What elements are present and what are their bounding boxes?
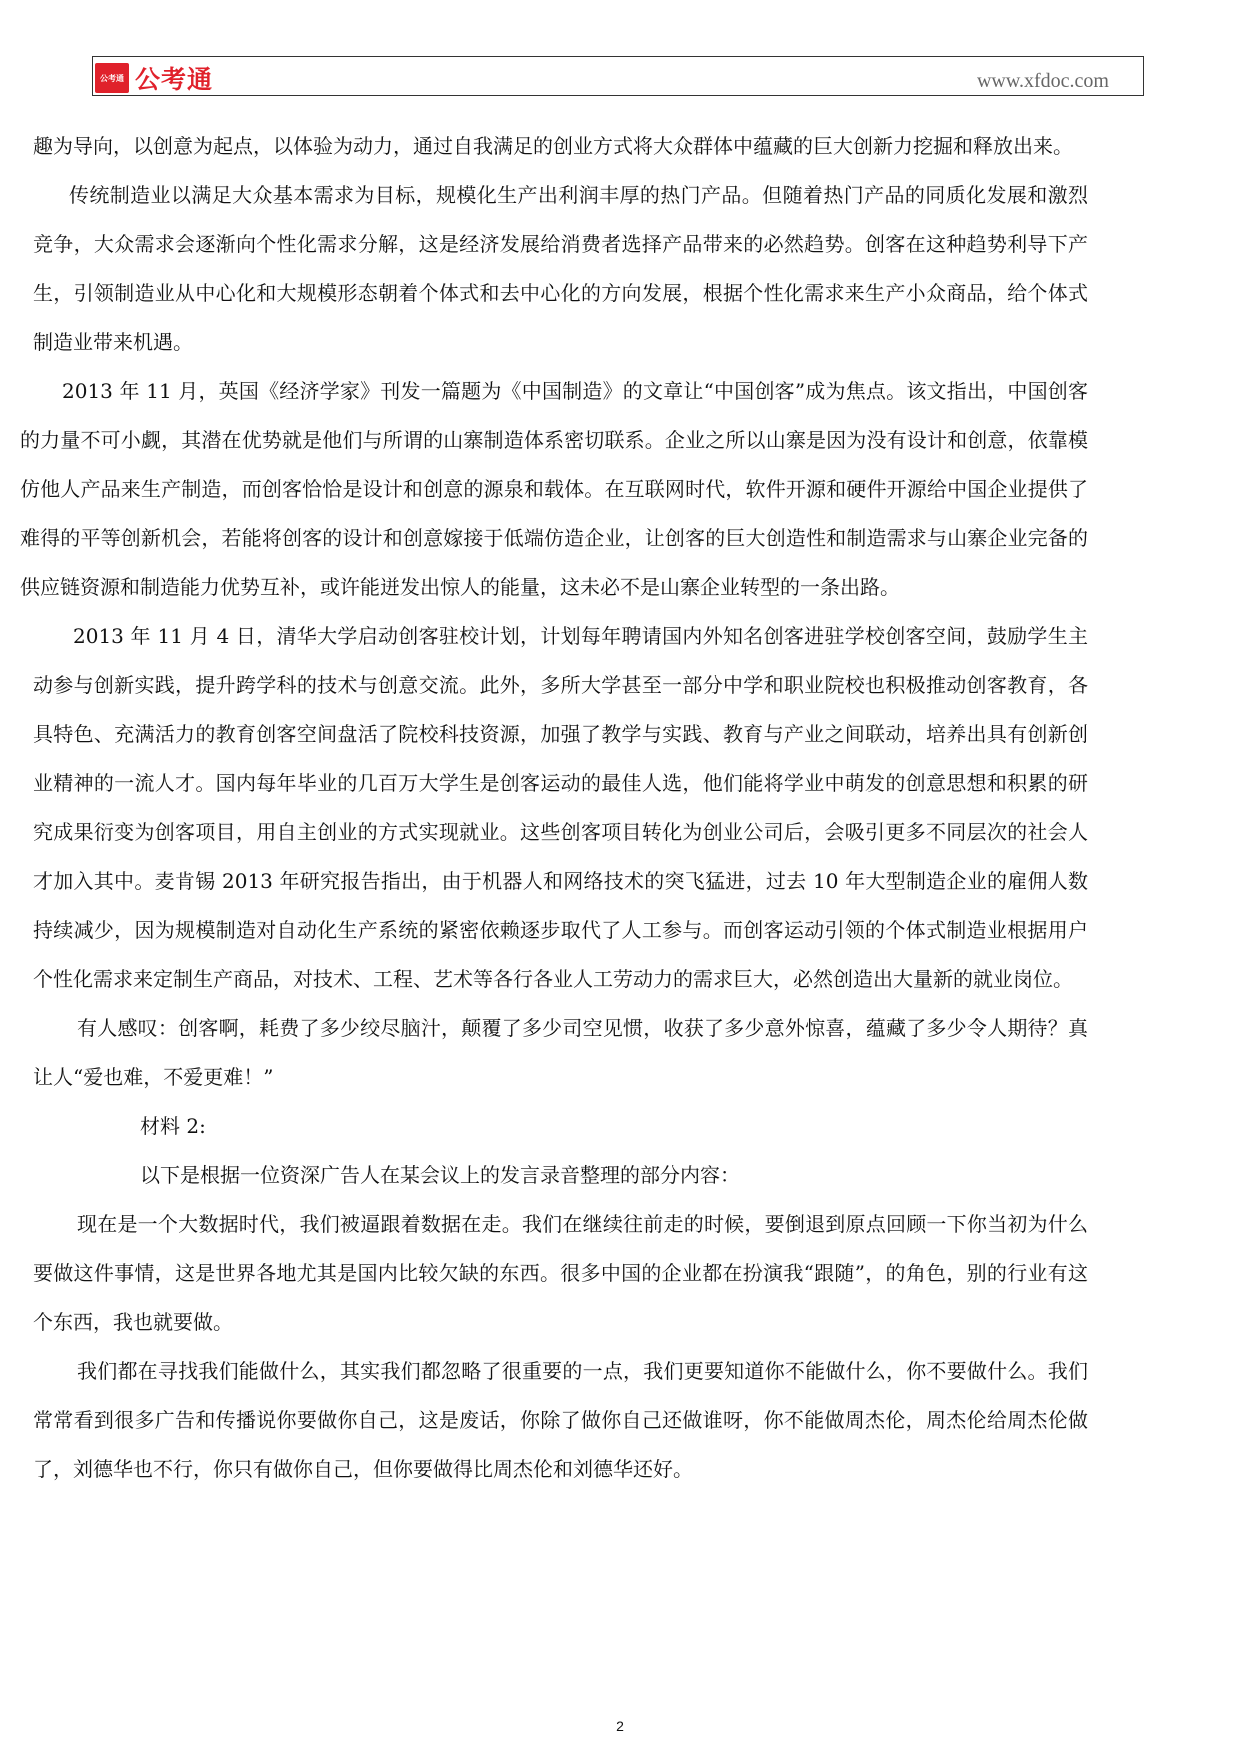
logo — [95, 60, 213, 96]
site-url: www.xfdoc.com — [976, 70, 1109, 92]
paragraph-4: 2013 年 11 月 4 日，清华大学启动创客驻校计划，计划每年聘请国内外知名创客进驻学校创客空间，鼓励学生主动参与创新实践，提升跨学科的技术与创意交流。此外，多所大学甚至一部分中学和职业院校也积极推动创客教育，各具特色、充满活力的教育创客空间盘活了院校科技资源，加强了教学与实践、教育与产业之间联动，培养出具有创新创业精神的一流人才。国内每年毕业的几百万大学生是创客运动的最佳人选，他们能将学业中萌发的创意思想和积累的研究成果衍变为创客项目，用自主创业的方式实现就业。这些创客项目转化为创业公司后，会吸引更多不同层次的社会人才加入其中。麦肯锡 2013 年研究报告指出，由于机器人和网络技术的突飞猛进，过去 10 年大型制造企业的雇佣人数持续减少，因为规模制造对自动化生产系统的紧密依赖逐步取代了人工参与。而创客运动引领的个体式制造业根据用户个性化需求来定制生产商品，对技术、工程、艺术等各行各业人工劳动力的需求巨大，必然创造出大量新的就业岗位。 — [33, 624, 1088, 991]
paragraph-3: 2013 年 11 月，英国《经济学家》刊发一篇题为《中国制造》的文章让“中国创客”成为焦点。该文指出，中国创客的力量不可小觑，其潜在优势就是他们与所谓的山寨制造体系密切联系。企业之所以山寨是因为没有设计和创意，依靠模仿他人产品来生产制造，而创客恰恰是设计和创意的源泉和载体。在互联网时代，软件开源和硬件开源给中国企业提供了难得的平等创新机会，若能将创客的设计和创意嫁接于低端仿造企业，让创客的巨大创造性和制造需求与山寨企业完备的供应链资源和制造能力优势互补，或许能迸发出惊人的能量，这未必不是山寨企业转型的一条出路。 — [20, 379, 1088, 599]
paragraph-6: 以下是根据一位资深广告人在某会议上的发言录音整理的部分内容： — [140, 1163, 740, 1187]
paragraph-8: 我们都在寻找我们能做什么，其实我们都忽略了很重要的一点，我们更要知道你不能做什么，你不要做什么。我们常常看到很多广告和传播说你要做你自己，这是废话，你除了做你自己还做谁呀，你不能做周杰伦，周杰伦给周杰伦做了，刘德华也不行，你只有做你自己，但你要做得比周杰伦和刘德华还好。 — [33, 1359, 1088, 1481]
page-header — [92, 56, 1144, 96]
document-body — [0, 122, 1240, 1494]
logo-badge-icon: 公考通 — [95, 63, 129, 93]
paragraph-7: 现在是一个大数据时代，我们被逼跟着数据在走。我们在继续往前走的时候，要倒退到原点回顾一下你当初为什么要做这件事情，这是世界各地尤其是国内比较欠缺的东西。很多中国的企业都在扮演我“跟随”，的角色，别的行业有这个东西，我也就要做。 — [33, 1212, 1088, 1334]
paragraph-2: 传统制造业以满足大众基本需求为目标，规模化生产出利润丰厚的热门产品。但随着热门产品的同质化发展和激烈竞争，大众需求会逐渐向个性化需求分解，这是经济发展给消费者选择产品带来的必然趋势。创客在这种趋势利导下产生，引领制造业从中心化和大规模形态朝着个体式和去中心化的方向发展，根据个性化需求来生产小众商品，给个体式制造业带来机遇。 — [33, 183, 1088, 354]
paragraph-1: 趣为导向，以创意为起点，以体验为动力，通过自我满足的创业方式将大众群体中蕴藏的巨大创新力挖掘和释放出来。 — [33, 134, 1073, 158]
material-heading: 材料 2: — [140, 1114, 206, 1138]
page-number: 2 — [616, 1718, 624, 1734]
logo-text: 公考通 — [135, 65, 214, 94]
paragraph-5: 有人感叹：创客啊，耗费了多少绞尽脑汁，颠覆了多少司空见惯，收获了多少意外惊喜，蕴藏了多少令人期待？真让人“爱也难，不爱更难！” — [33, 1016, 1088, 1089]
